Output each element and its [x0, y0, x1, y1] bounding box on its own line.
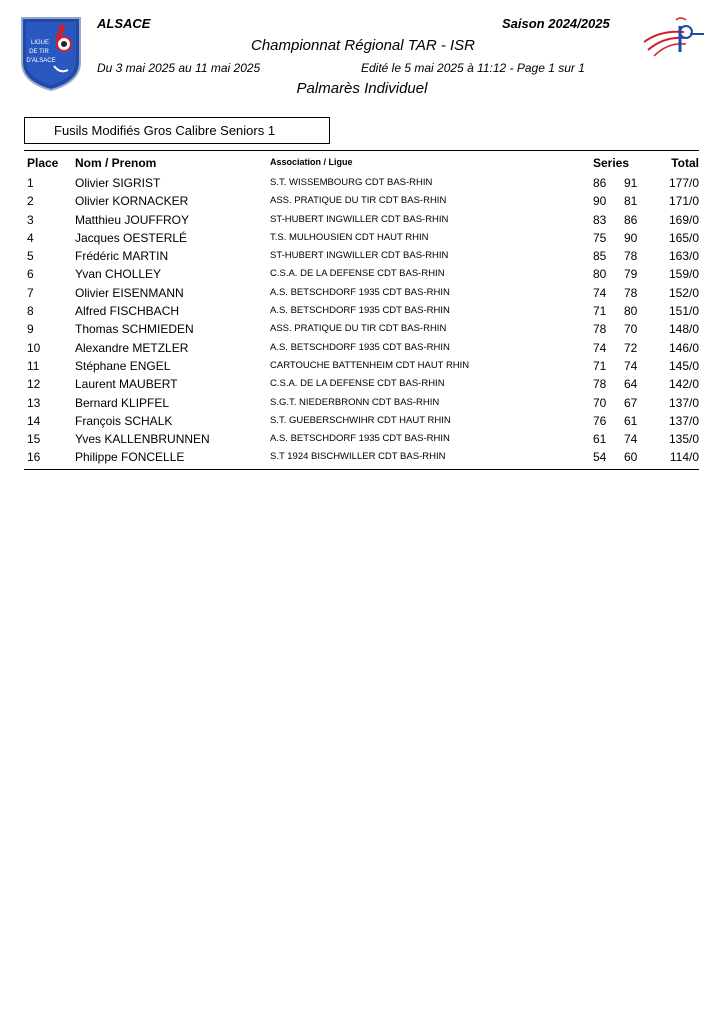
table-row — [24, 211, 699, 229]
cell-series-1: 71 — [593, 358, 607, 373]
cell-place: 12 — [27, 377, 41, 392]
cell-association: ASS. PRATIQUE DU TIR CDT BAS-RHIN — [270, 195, 447, 207]
cell-total: 159/0 — [668, 267, 699, 282]
cell-place: 14 — [27, 413, 41, 428]
cell-total: 145/0 — [668, 358, 699, 373]
cell-name: Yves KALLENBRUNNEN — [75, 432, 210, 447]
table-row — [24, 284, 699, 302]
cell-place: 2 — [27, 194, 34, 209]
cell-total: 142/0 — [668, 377, 699, 392]
cell-series-1: 85 — [593, 249, 607, 264]
cell-association: S.T. WISSEMBOURG CDT BAS-RHIN — [270, 177, 433, 188]
cell-place: 1 — [27, 176, 34, 190]
cell-place: 10 — [27, 340, 41, 355]
cell-series-2: 86 — [624, 212, 638, 227]
cell-series-1: 71 — [593, 304, 607, 319]
cell-series-1: 74 — [593, 340, 607, 355]
cell-series-1: 76 — [593, 413, 607, 428]
logo-text-line-2: DE TIR — [29, 49, 49, 55]
header-series: Series — [593, 156, 630, 170]
cell-series-1: 74 — [593, 285, 607, 300]
header-association: Association / Ligue — [270, 157, 353, 167]
cell-name: Jacques OESTERLÉ — [75, 230, 188, 245]
cell-total: 152/0 — [668, 285, 699, 300]
cell-name: Laurent MAUBERT — [75, 377, 178, 392]
cell-total: 114/0 — [669, 450, 699, 465]
table-row — [24, 229, 699, 247]
cell-series-2: 67 — [624, 395, 638, 410]
cell-series-1: 90 — [593, 194, 607, 209]
table-top-divider — [24, 150, 699, 151]
cell-series-1: 70 — [593, 395, 607, 410]
page-title: Championnat Régional TAR - ISR — [251, 37, 475, 54]
cell-association: A.S. BETSCHDORF 1935 CDT BAS-RHIN — [270, 341, 450, 353]
cell-series-2: 74 — [624, 432, 638, 447]
cell-series-2: 70 — [624, 322, 638, 337]
cell-series-2: 79 — [624, 267, 638, 282]
table-row — [24, 375, 699, 393]
cell-association: A.S. BETSCHDORF 1935 CDT BAS-RHIN — [270, 286, 450, 298]
cell-association: ST-HUBERT INGWILLER CDT BAS-RHIN — [270, 213, 449, 225]
table-row — [24, 430, 699, 448]
cell-series-1: 78 — [593, 322, 607, 337]
cell-series-1: 61 — [593, 432, 607, 447]
cell-series-2: 61 — [624, 413, 638, 428]
cell-series-1: 86 — [593, 176, 607, 190]
cell-series-1: 78 — [593, 377, 607, 392]
table-row — [24, 412, 699, 430]
cell-association: S.T. GUEBERSCHWIHR CDT HAUT RHIN — [270, 414, 451, 426]
table-row — [24, 339, 699, 357]
cell-total: 137/0 — [668, 413, 699, 428]
cell-series-2: 78 — [624, 285, 638, 300]
cell-association: S.G.T. NIEDERBRONN CDT BAS-RHIN — [270, 396, 440, 408]
cell-series-2: 72 — [624, 340, 638, 355]
cell-association: CARTOUCHE BATTENHEIM CDT HAUT RHIN — [270, 359, 470, 371]
table-row — [24, 357, 699, 375]
cell-name: Stéphane ENGEL — [75, 358, 171, 373]
cell-total: 135/0 — [668, 432, 699, 447]
logo-text-line-1: LIGUE — [30, 40, 50, 46]
table-row — [24, 174, 699, 192]
season-label: Saison 2024/2025 — [502, 16, 610, 31]
cell-association: ST-HUBERT INGWILLER CDT BAS-RHIN — [270, 250, 449, 262]
table-body — [24, 174, 699, 467]
cell-association: S.T 1924 BISCHWILLER CDT BAS-RHIN — [270, 451, 446, 463]
cell-series-1: 54 — [593, 450, 607, 465]
cell-name: François SCHALK — [75, 413, 173, 428]
cell-place: 5 — [27, 249, 34, 264]
edition-info: Edité le 5 mai 2025 à 11:12 - Page 1 sur 1 — [361, 61, 585, 75]
date-range: Du 3 mai 2025 au 11 mai 2025 — [97, 61, 261, 75]
cell-series-2: 80 — [624, 304, 638, 319]
table-row — [24, 448, 699, 466]
cell-place: 3 — [27, 212, 34, 227]
cell-series-1: 83 — [593, 212, 607, 227]
cell-total: 151/0 — [668, 304, 699, 319]
cell-name: Yvan CHOLLEY — [75, 267, 162, 282]
table-header — [24, 156, 699, 172]
cell-place: 7 — [27, 285, 34, 300]
cell-series-2: 78 — [624, 249, 638, 264]
table-row — [24, 192, 699, 210]
cell-place: 9 — [27, 322, 34, 337]
cell-total: 163/0 — [668, 249, 699, 264]
cell-series-2: 81 — [624, 194, 638, 209]
cell-series-2: 64 — [624, 377, 638, 392]
cell-place: 4 — [27, 230, 34, 245]
header-name: Nom / Prenom — [75, 156, 157, 170]
cell-association: A.S. BETSCHDORF 1935 CDT BAS-RHIN — [270, 305, 450, 317]
table-row — [24, 265, 699, 283]
cell-place: 11 — [27, 358, 40, 373]
cell-name: Bernard KLIPFEL — [75, 395, 170, 410]
cell-total: 148/0 — [668, 322, 699, 337]
cell-name: Alexandre METZLER — [75, 340, 189, 355]
cell-total: 169/0 — [668, 212, 699, 227]
cell-series-2: 90 — [624, 230, 638, 245]
cell-total: 171/0 — [668, 194, 699, 209]
cell-total: 137/0 — [668, 395, 699, 410]
cell-total: 165/0 — [668, 230, 699, 245]
cell-place: 8 — [27, 304, 34, 319]
table-row — [24, 302, 699, 320]
cell-place: 6 — [27, 267, 34, 282]
cell-place: 15 — [27, 432, 41, 447]
cell-association: C.S.A. DE LA DEFENSE CDT BAS-RHIN — [270, 378, 445, 390]
cell-place: 13 — [27, 395, 41, 410]
header-place: Place — [27, 156, 59, 170]
table-row — [24, 394, 699, 412]
cell-name: Philippe FONCELLE — [75, 450, 185, 465]
cell-association: ASS. PRATIQUE DU TIR CDT BAS-RHIN — [270, 323, 447, 335]
table-row — [24, 247, 699, 265]
cell-name: Alfred FISCHBACH — [75, 304, 180, 319]
cell-name: Olivier KORNACKER — [75, 194, 189, 209]
logo-text-line-3: D'ALSACE — [26, 58, 56, 64]
cell-series-2: 74 — [624, 358, 638, 373]
category-title: Fusils Modifiés Gros Calibre Seniors 1 — [24, 117, 330, 144]
cell-name: Frédéric MARTIN — [75, 249, 169, 264]
cell-series-1: 75 — [593, 230, 607, 245]
table-bottom-divider — [24, 469, 699, 470]
region-label: ALSACE — [97, 16, 151, 31]
cell-association: A.S. BETSCHDORF 1935 CDT BAS-RHIN — [270, 433, 450, 445]
cell-association: C.S.A. DE LA DEFENSE CDT BAS-RHIN — [270, 268, 445, 280]
page-subtitle: Palmarès Individuel — [296, 80, 428, 97]
header-total: Total — [671, 156, 699, 170]
table-row — [24, 320, 699, 338]
cell-total: 177/0 — [668, 176, 699, 190]
cell-series-2: 60 — [624, 450, 638, 465]
cell-name: Matthieu JOUFFROY — [75, 212, 190, 227]
cell-series-1: 80 — [593, 267, 607, 282]
cell-total: 146/0 — [668, 340, 699, 355]
cell-name: Thomas SCHMIEDEN — [75, 322, 194, 337]
cell-series-2: 91 — [624, 176, 638, 190]
cell-name: Olivier SIGRIST — [75, 176, 161, 190]
cell-place: 16 — [27, 450, 41, 465]
cell-name: Olivier EISENMANN — [75, 285, 184, 300]
cell-association: T.S. MULHOUSIEN CDT HAUT RHIN — [270, 231, 429, 243]
